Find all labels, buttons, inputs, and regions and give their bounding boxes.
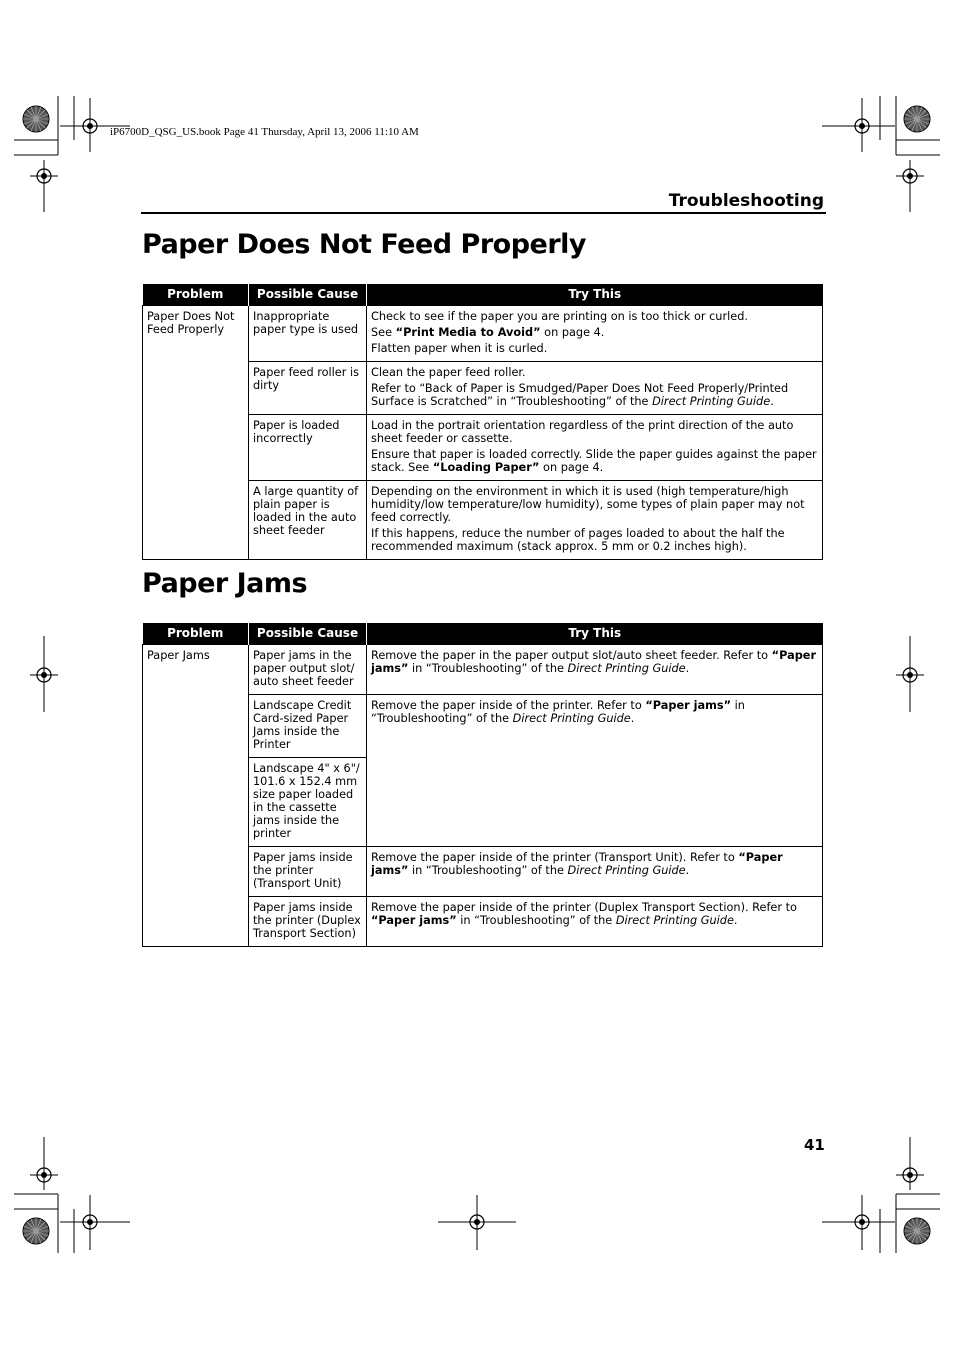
try-cell: Remove the paper in the paper output slot/auto sheet feeder. Refer to “Paper jams” in “Troubleshooting” of the Direct Printing Guide. bbox=[367, 645, 823, 695]
problem-cell: Paper Does Not Feed Properly bbox=[143, 306, 249, 560]
cause-cell: Paper feed roller is dirty bbox=[249, 362, 367, 415]
header-problem: Problem bbox=[143, 284, 249, 306]
try-cell: Depending on the environment in which it is used (high temperature/high humidity/low temperature/low humidity), some types of plain paper may not feed correctly. If this happens, reduce the number of pages loaded to about the half the recommended maximum (stack approx. 5 mm or 0.2 inches high). bbox=[367, 481, 823, 560]
problem-cell: Paper Jams bbox=[143, 645, 249, 947]
cause-cell: Paper jams inside the printer (Transport Unit) bbox=[249, 847, 367, 897]
guide-title: Direct Printing Guide bbox=[652, 395, 771, 408]
try-cell: Check to see if the paper you are printing on is too thick or curled. See “Print Media to Avoid” on page 4. Flatten paper when it is curled. bbox=[367, 306, 823, 362]
header-problem: Problem bbox=[143, 623, 249, 645]
cause-cell: Inappropriate paper type is used bbox=[249, 306, 367, 362]
xref-print-media: “Print Media to Avoid” bbox=[395, 326, 541, 339]
table-header-row bbox=[143, 623, 823, 645]
table-paper-jams bbox=[142, 623, 823, 947]
section-header-title: Troubleshooting bbox=[668, 191, 824, 211]
section-header bbox=[141, 191, 826, 214]
xref-loading-paper: “Loading Paper” bbox=[432, 461, 540, 474]
header-possible-cause: Possible Cause bbox=[249, 284, 367, 306]
try-cell: Load in the portrait orientation regardless of the print direction of the auto sheet feeder or cassette. Ensure that paper is loaded correctly. Slide the paper guides against the paper stack. See “Loading Paper” on page 4. bbox=[367, 415, 823, 481]
page-number: 41 bbox=[804, 1136, 825, 1154]
header-try-this: Try This bbox=[367, 284, 823, 306]
cause-cell: Landscape 4" x 6"/ 101.6 x 152.4 mm size paper loaded in the cassette jams inside the printer bbox=[249, 758, 367, 847]
table-header-row bbox=[143, 284, 823, 306]
try-cell: Clean the paper feed roller. Refer to “Back of Paper is Smudged/Paper Does Not Feed Properly/Printed Surface is Scratched” in “Troubleshooting” of the Direct Printing Guide. bbox=[367, 362, 823, 415]
heading-paper-jams: Paper Jams bbox=[142, 568, 308, 599]
try-cell: Remove the paper inside of the printer (Duplex Transport Section). Refer to “Paper jams” in “Troubleshooting” of the Direct Printing Guide. bbox=[367, 897, 823, 947]
cause-cell: Landscape Credit Card-sized Paper Jams inside the Printer bbox=[249, 695, 367, 758]
table-row bbox=[143, 645, 823, 695]
try-cell: Remove the paper inside of the printer (Transport Unit). Refer to “Paper jams” in “Troubleshooting” of the Direct Printing Guide. bbox=[367, 847, 823, 897]
table-row bbox=[143, 306, 823, 362]
try-cell: Remove the paper inside of the printer. Refer to “Paper jams” in “Troubleshooting” of the Direct Printing Guide. bbox=[367, 695, 823, 847]
table-paper-does-not-feed bbox=[142, 284, 823, 560]
cause-cell: Paper jams in the paper output slot/ auto sheet feeder bbox=[249, 645, 367, 695]
header-try-this: Try This bbox=[367, 623, 823, 645]
cause-cell: Paper jams inside the printer (Duplex Transport Section) bbox=[249, 897, 367, 947]
heading-paper-does-not-feed: Paper Does Not Feed Properly bbox=[142, 229, 586, 260]
file-info: iP6700D_QSG_US.book Page 41 Thursday, April 13, 2006 11:10 AM bbox=[110, 126, 419, 138]
cause-cell: Paper is loaded incorrectly bbox=[249, 415, 367, 481]
header-possible-cause: Possible Cause bbox=[249, 623, 367, 645]
cause-cell: A large quantity of plain paper is loaded in the auto sheet feeder bbox=[249, 481, 367, 560]
